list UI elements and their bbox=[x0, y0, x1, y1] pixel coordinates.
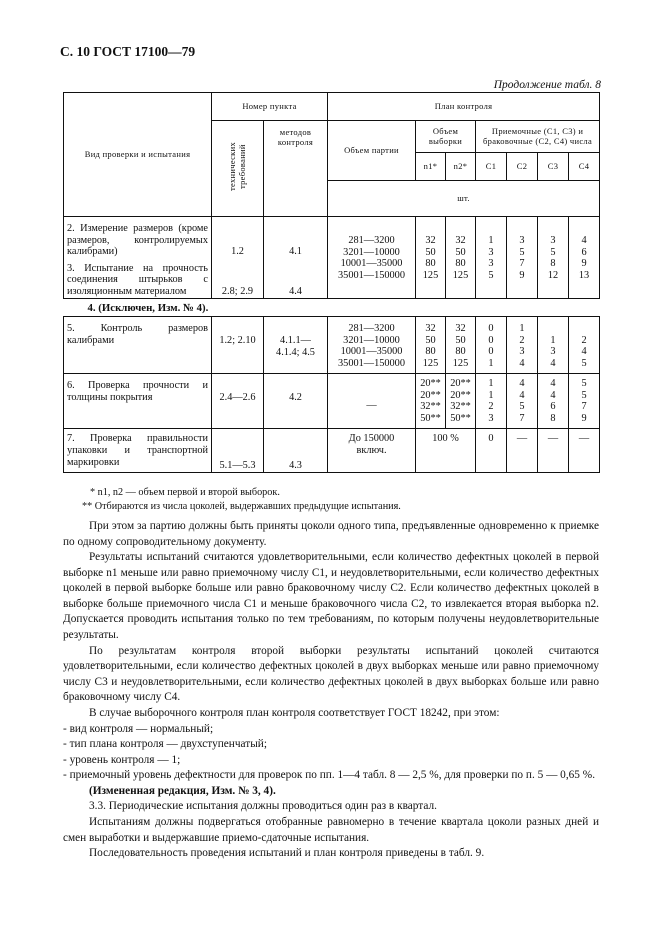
row5-c4 bbox=[569, 317, 600, 374]
cell-line: 3 bbox=[488, 258, 494, 270]
row23-c2 bbox=[507, 217, 538, 299]
list-item: - вид контроля — нормальный; bbox=[63, 722, 214, 735]
header-tech: технических требований bbox=[226, 142, 247, 192]
row2-met: 4.1 bbox=[264, 217, 328, 259]
row6-c4 bbox=[569, 374, 600, 429]
cell-line: 32 bbox=[425, 323, 436, 335]
paragraph: Испытаниям должны подвергаться отобранные равномерно в течение квартала цоколи разных дней и смен выработки и выдержавшие приемо-сдаточные испытания. bbox=[63, 815, 599, 844]
cell-line: 1 bbox=[488, 389, 494, 401]
list-item: - уровень контроля — 1; bbox=[63, 753, 181, 766]
header-metod: методов контроля bbox=[277, 127, 314, 147]
header-c1: C1 bbox=[476, 153, 507, 181]
row2-tech: 1.2 bbox=[212, 217, 264, 259]
cell-line: 2 bbox=[488, 401, 494, 413]
cell-line: 4 bbox=[581, 346, 587, 358]
cell-line: 5 bbox=[519, 401, 525, 413]
cell-line: 5 bbox=[581, 378, 587, 390]
row2-vid: 2. Измерение размеров (кроме размеров, контролируемых калибрами) bbox=[64, 217, 212, 259]
header-n1: n1* bbox=[416, 153, 446, 181]
header-accept: Приемочные (С1, С3) и браковочные (С2, С4) числа bbox=[476, 121, 600, 153]
cell-line: 1 bbox=[519, 323, 525, 335]
control-plan-table bbox=[63, 92, 600, 473]
table-row bbox=[64, 299, 600, 317]
header-n2: n2* bbox=[446, 153, 476, 181]
table-row bbox=[64, 374, 600, 429]
cell-line: 1 bbox=[488, 235, 494, 246]
cell-line: 35001—150000 bbox=[338, 269, 405, 281]
row23-partii bbox=[328, 217, 416, 299]
row6-tech: 2.4—2.6 bbox=[212, 374, 264, 429]
paragraph: 3.3. Периодические испытания должны проводиться один раз в квартал. bbox=[89, 800, 437, 813]
row7-met: 4.3 bbox=[264, 429, 328, 473]
table-row bbox=[64, 429, 600, 473]
cell-line: 5 bbox=[488, 269, 494, 281]
cell-line: 9 bbox=[581, 412, 587, 424]
header-vid: Вид проверки и испытания bbox=[64, 93, 212, 217]
row5-n1 bbox=[416, 317, 446, 374]
row7-vyborka: 100 % bbox=[416, 429, 476, 473]
cell-line: 6 bbox=[581, 246, 587, 258]
row5-tech: 1.2; 2.10 bbox=[212, 317, 264, 374]
row7-partii bbox=[328, 429, 416, 473]
row6-c3 bbox=[538, 374, 569, 429]
cell-line: 20** bbox=[420, 378, 441, 390]
cell-line: 3 bbox=[519, 235, 525, 246]
cell-line: 50 bbox=[455, 334, 466, 346]
row6-partii: — bbox=[328, 374, 416, 429]
row6-c2 bbox=[507, 374, 538, 429]
cell-line: 80 bbox=[455, 258, 466, 270]
cell-line: 125 bbox=[452, 357, 469, 369]
cell-line: 1 bbox=[488, 378, 494, 390]
cell-line: 0 bbox=[488, 346, 494, 358]
cell-line: 2 bbox=[581, 334, 587, 346]
header-c2: C2 bbox=[507, 153, 538, 181]
row6-met: 4.2 bbox=[264, 374, 328, 429]
row23-c1 bbox=[476, 217, 507, 299]
cell-line: 6 bbox=[550, 401, 556, 413]
cell-line: 50** bbox=[450, 412, 471, 424]
cell-line: 80 bbox=[425, 258, 436, 270]
cell-line: 20** bbox=[420, 389, 441, 401]
header-plan: План контроля bbox=[328, 93, 600, 121]
cell-line: 80 bbox=[425, 346, 436, 358]
cell-line: 4 bbox=[581, 235, 587, 246]
cell-line: 32 bbox=[425, 235, 436, 246]
row6-vid: 6. Проверка прочности и толщины покрытия bbox=[64, 374, 212, 429]
cell-line: 4 bbox=[550, 357, 556, 369]
cell-line: 32 bbox=[455, 323, 466, 335]
cell-line: 4 bbox=[519, 378, 525, 390]
cell-line: 4 bbox=[519, 357, 525, 369]
cell-line: 13 bbox=[578, 269, 590, 281]
cell-line: 4 bbox=[550, 378, 556, 390]
cell-line: 0 bbox=[488, 334, 494, 346]
cell-line: 1 bbox=[488, 357, 494, 369]
cell-line: 125 bbox=[422, 357, 439, 369]
cell-line: 8 bbox=[550, 258, 556, 270]
row6-n1 bbox=[416, 374, 446, 429]
paragraph: Результаты испытаний считаются удовлетворительными, если количество дефектных цоколей в первой выборке n1 меньше или равно приемочному числу C1, и неудовлетворительными, если количество дефектных цоколей в первой выборке больше или равно браковочному числу C2. Если количество дефектных цоколей в выборке больше приемочного числа C1 и меньше браковочного числа C2, то извлекается вторая выборка n2. Допускается проводить испытания только по тем требованиям, по которым получены неудовлетворительные результаты. bbox=[63, 551, 599, 642]
row7-c1: 0 bbox=[476, 429, 507, 473]
header-partii: Объем партии bbox=[328, 121, 416, 181]
cell-line: До 150000 bbox=[348, 433, 395, 445]
cell-line: 10001—35000 bbox=[340, 258, 403, 270]
cell-line: 50 bbox=[425, 334, 436, 346]
cell-line: 20** bbox=[450, 389, 471, 401]
header-vyborki: Объем выборки bbox=[416, 121, 476, 153]
page-header: С. 10 ГОСТ 17100—79 bbox=[60, 44, 196, 59]
cell-line: 4 bbox=[519, 389, 525, 401]
list-item: - приемочный уровень дефектности для проверок по пп. 1—4 табл. 8 — 2,5 %, для проверки по п. 5 — 0,65 %. bbox=[63, 769, 596, 782]
cell-line: 281—3200 bbox=[348, 323, 395, 335]
row7-tech: 5.1—5.3 bbox=[212, 429, 264, 473]
cell-line: 32** bbox=[420, 401, 441, 413]
table-row bbox=[64, 317, 600, 374]
row5-c1 bbox=[476, 317, 507, 374]
cell-line: 5 bbox=[550, 246, 556, 258]
row7-c2: — bbox=[507, 429, 538, 473]
row5-vid: 5. Контроль размеров калибрами bbox=[64, 317, 212, 374]
cell-line: 125 bbox=[452, 269, 469, 281]
cell-line: 9 bbox=[519, 269, 525, 281]
cell-line: 32** bbox=[450, 401, 471, 413]
cell-line: 9 bbox=[581, 258, 587, 270]
row23-c4 bbox=[569, 217, 600, 299]
cell-line: 3 bbox=[550, 346, 556, 358]
row23-n2 bbox=[446, 217, 476, 299]
cell-line: 5 bbox=[519, 246, 525, 258]
cell-line: 4 bbox=[550, 389, 556, 401]
cell-line: 80 bbox=[455, 346, 466, 358]
cell-line: 5 bbox=[581, 357, 587, 369]
cell-line: 8 bbox=[550, 412, 556, 424]
row23-n1 bbox=[416, 217, 446, 299]
row3-met: 4.4 bbox=[264, 259, 328, 299]
cell-line: 5 bbox=[581, 389, 587, 401]
paragraph: В случае выборочного контроля план контроля соответствует ГОСТ 18242, при этом: bbox=[89, 706, 500, 719]
cell-line: 10001—35000 bbox=[340, 346, 403, 358]
cell-line: 50 bbox=[455, 246, 466, 258]
cell-line: 3 bbox=[550, 235, 556, 246]
footnote-1: * n1, n2 — объем первой и второй выборок. bbox=[90, 487, 280, 498]
list-item: - тип плана контроля — двухступенчатый; bbox=[63, 738, 267, 751]
cell-line: 125 bbox=[422, 269, 439, 281]
row5-n2 bbox=[446, 317, 476, 374]
cell-line: 3 bbox=[519, 346, 525, 358]
cell-line: 3201—10000 bbox=[343, 246, 400, 258]
cell-line: 12 bbox=[547, 269, 559, 281]
header-c3: C3 bbox=[538, 153, 569, 181]
cell-line bbox=[572, 323, 596, 335]
body-text bbox=[63, 519, 599, 862]
header-unit: шт. bbox=[328, 181, 600, 217]
header-c4: C4 bbox=[569, 153, 600, 181]
footnote-2: ** Отбираются из числа цоколей, выдержавших предыдущие испытания. bbox=[82, 500, 401, 512]
cell-line: 50 bbox=[425, 246, 436, 258]
row7-c4: — bbox=[569, 429, 600, 473]
cell-line: 7 bbox=[581, 401, 587, 413]
row7-vid: 7. Проверка правильности упаковки и транспортной маркировки bbox=[64, 429, 212, 473]
row6-c1 bbox=[476, 374, 507, 429]
cell-line: включ. bbox=[356, 444, 387, 456]
row5-c3 bbox=[538, 317, 569, 374]
edit-note: (Измененная редакция, Изм. № 3, 4). bbox=[89, 784, 276, 797]
header-punkt: Номер пункта bbox=[212, 93, 328, 121]
cell-line bbox=[541, 323, 565, 335]
table-footnotes bbox=[82, 486, 401, 514]
cell-line: 281—3200 bbox=[348, 235, 395, 246]
row4-vid: 4. (Исключен, Изм. № 4). bbox=[64, 299, 600, 317]
paragraph: При этом за партию должны быть приняты цоколи одного типа, предъявленные одновременно к приемке по одному сопроводительному документу. bbox=[63, 520, 599, 548]
cell-line: 3 bbox=[488, 412, 494, 424]
cell-line: 4.1.4; 4.5 bbox=[276, 346, 315, 358]
cell-line: 7 bbox=[519, 412, 525, 424]
row23-c3 bbox=[538, 217, 569, 299]
cell-line: 3 bbox=[488, 246, 494, 258]
paragraph: По результатам контроля второй выборки результаты испытаний цоколей считаются удовлетворительными, если количество дефектных цоколей в двух выборках меньше или равно приемочному числу C3 и неудовлетворительными, если количество дефектных цоколей в двух выборках больше или равно браковочному числу C4. bbox=[63, 644, 599, 704]
cell-line: 50** bbox=[420, 412, 441, 424]
cell-line: 0 bbox=[488, 323, 494, 335]
row5-met bbox=[264, 317, 328, 374]
cell-line: 4.1.1— bbox=[280, 335, 311, 347]
table-row bbox=[64, 217, 600, 259]
cell-line: 7 bbox=[519, 258, 525, 270]
row3-vid: 3. Испытание на прочность соединения штырьков с изоляционным материалом bbox=[64, 259, 212, 299]
cell-line: 3201—10000 bbox=[343, 334, 400, 346]
row3-tech: 2.8; 2.9 bbox=[212, 259, 264, 299]
row5-c2 bbox=[507, 317, 538, 374]
row6-n2 bbox=[446, 374, 476, 429]
row5-partii bbox=[328, 317, 416, 374]
cell-line: 35001—150000 bbox=[338, 357, 405, 369]
row7-c3: — bbox=[538, 429, 569, 473]
cell-line: 20** bbox=[450, 378, 471, 390]
table-continuation-label: Продолжение табл. 8 bbox=[493, 79, 601, 91]
cell-line: 2 bbox=[519, 334, 525, 346]
cell-line: 32 bbox=[455, 235, 466, 246]
cell-line: 1 bbox=[550, 334, 556, 346]
paragraph: Последовательность проведения испытаний и план контроля приведены в табл. 9. bbox=[89, 847, 485, 860]
